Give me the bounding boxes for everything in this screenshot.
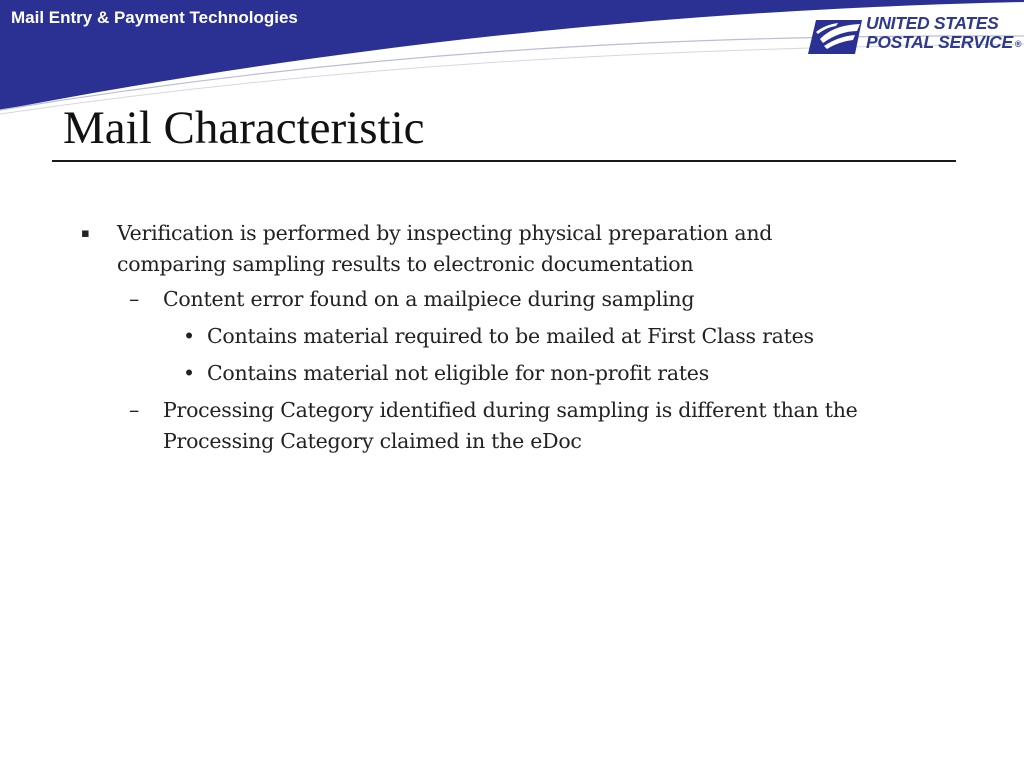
bullet-text: Contains material not eligible for non-profit rates <box>207 361 709 385</box>
dash-bullet-icon: – <box>129 398 139 422</box>
bullet-text: Processing Category identified during sampling is different than the Processing Category claimed in the eDoc <box>163 398 858 453</box>
dash-bullet-icon: – <box>129 287 139 311</box>
logo-text-line2-label: POSTAL SERVICE <box>866 32 1013 52</box>
bullet-item-level3 <box>183 321 947 352</box>
dot-bullet-icon: • <box>183 361 195 385</box>
bullet-item-level1 <box>81 218 877 280</box>
bullet-list <box>0 218 1024 463</box>
bullet-item-level3 <box>183 358 947 389</box>
square-bullet-icon: ▪ <box>81 226 90 241</box>
logo-text-line2 <box>866 33 1021 54</box>
dot-bullet-icon: • <box>183 324 195 348</box>
bullet-item-level2 <box>129 284 923 315</box>
logo-text-line1: UNITED STATES <box>866 13 999 33</box>
usps-logo <box>808 14 1020 56</box>
department-name: Mail Entry & Payment Technologies <box>11 8 298 27</box>
usps-eagle-icon <box>808 18 862 54</box>
bullet-text: Verification is performed by inspecting physical preparation and comparing sampling results to electronic documentation <box>117 221 773 276</box>
usps-logo-text <box>866 14 1021 54</box>
title-divider <box>52 160 956 162</box>
bullet-text: Content error found on a mailpiece during sampling <box>163 287 695 311</box>
bullet-text: Contains material required to be mailed at First Class rates <box>207 324 814 348</box>
registered-mark: ® <box>1014 39 1022 49</box>
bullet-item-level2 <box>129 395 923 457</box>
slide-title: Mail Characteristic <box>63 102 425 154</box>
